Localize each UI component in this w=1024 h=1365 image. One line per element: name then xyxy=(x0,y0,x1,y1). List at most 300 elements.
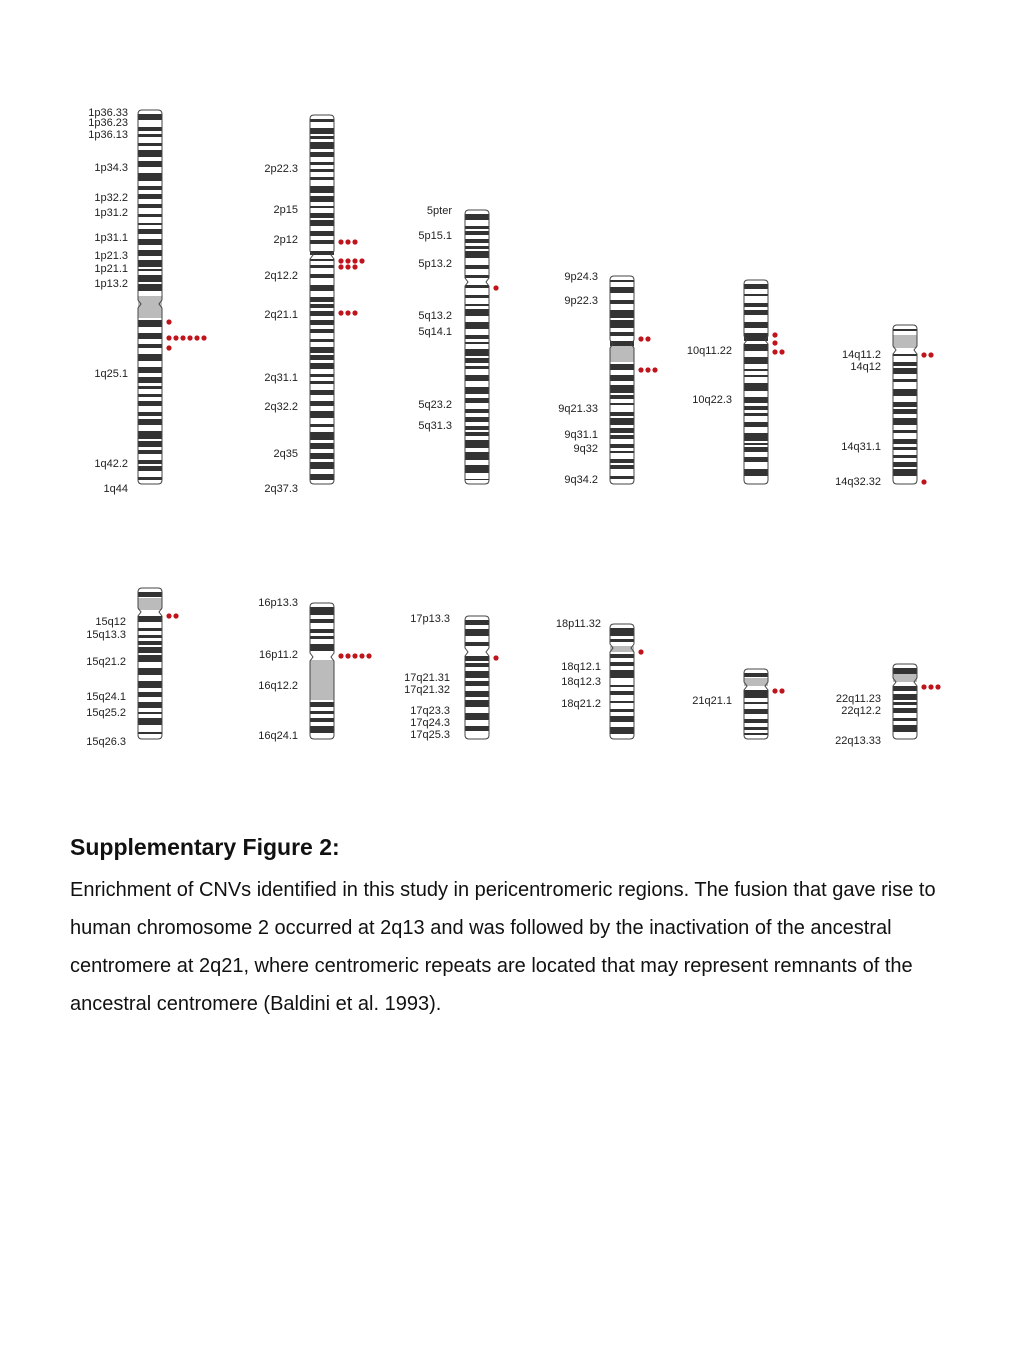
chromosome-band xyxy=(310,162,334,165)
band-label: 1p34.3 xyxy=(94,162,128,174)
chromosome-band xyxy=(610,435,634,439)
cnv-dot xyxy=(166,613,171,618)
band-label: 5p13.2 xyxy=(418,258,452,270)
chromosome-band xyxy=(465,342,489,344)
chromosome-band xyxy=(138,134,162,137)
chromosome-band xyxy=(310,265,334,268)
band-label: 17q24.3 xyxy=(410,717,450,729)
band-label: 9q32 xyxy=(573,443,598,455)
cnv-dot xyxy=(935,684,940,689)
chromosome-band xyxy=(610,385,634,393)
cnv-dot xyxy=(352,258,357,263)
chromosome-band xyxy=(310,119,334,122)
chromosome-band xyxy=(465,681,489,686)
chromosome-band xyxy=(310,320,334,325)
chromosome-band xyxy=(465,726,489,731)
chromosome-band xyxy=(744,303,768,307)
cnv-dot xyxy=(173,613,178,618)
cnv-dot xyxy=(366,653,371,658)
cnv-dot xyxy=(359,653,364,658)
band-label: 1q25.1 xyxy=(94,368,128,380)
chromosome-band xyxy=(138,628,162,631)
band-label: 22q13.33 xyxy=(835,735,881,747)
chromosome-band xyxy=(465,251,489,258)
chromosome-band xyxy=(138,127,162,131)
band-label: 17q21.32 xyxy=(404,684,450,696)
chromosome-band xyxy=(465,642,489,646)
cnv-dot xyxy=(166,345,171,350)
caption-title: Supplementary Figure 2: xyxy=(70,834,340,860)
chromosome-band xyxy=(610,320,634,328)
chromosome-band xyxy=(744,357,768,364)
heterochromatin-block xyxy=(893,674,917,682)
chromosome-band xyxy=(310,443,334,449)
chromosome-band xyxy=(610,412,634,416)
band-label: 2q37.3 xyxy=(264,483,298,495)
chromosome-band xyxy=(610,662,634,666)
chromosome-chr21 xyxy=(692,669,784,739)
cnv-dot xyxy=(173,335,178,340)
band-label: 16q12.2 xyxy=(258,680,298,692)
chromosome-band xyxy=(138,229,162,234)
chromosome-band xyxy=(465,285,489,288)
chromosome-band xyxy=(465,620,489,625)
chromosome-chr22 xyxy=(835,664,940,747)
chromosome-band xyxy=(893,447,917,450)
chromosome-band xyxy=(610,685,634,687)
chromosome-band xyxy=(310,355,334,360)
band-label: 22q11.23 xyxy=(835,693,881,705)
chromosome-band xyxy=(310,297,334,302)
chromosome-band xyxy=(893,379,917,382)
cnv-dot xyxy=(345,258,350,263)
chromosome-band xyxy=(610,300,634,304)
chromosome-band xyxy=(465,214,489,220)
chromosome-band xyxy=(138,204,162,208)
band-label: 9p24.3 xyxy=(564,271,598,283)
cnv-dot xyxy=(187,335,192,340)
chromosome-band xyxy=(465,375,489,381)
chromosome-band xyxy=(465,417,489,422)
chromosome-chr17 xyxy=(404,613,498,741)
band-label: 1p32.2 xyxy=(94,192,128,204)
chromosome-band xyxy=(465,398,489,403)
chromosome-band xyxy=(310,432,334,440)
chromosome-outline xyxy=(138,588,162,739)
chromosome-band xyxy=(138,419,162,425)
chromosome-band xyxy=(465,479,489,480)
chromosome-band xyxy=(310,381,334,384)
cnv-dot xyxy=(921,684,926,689)
cnv-dot xyxy=(645,336,650,341)
chromosome-band xyxy=(893,329,917,331)
chromosome-band xyxy=(744,709,768,714)
band-label: 1q42.2 xyxy=(94,458,128,470)
chromosome-band xyxy=(138,635,162,638)
chromosome-band xyxy=(610,287,634,293)
chromosome-band xyxy=(893,462,917,467)
chromosome-band xyxy=(138,450,162,454)
chromosome-band xyxy=(610,459,634,463)
chromosome-band xyxy=(465,440,489,448)
chromosome-band xyxy=(744,719,768,723)
chromosome-band xyxy=(744,702,768,704)
band-label: 1p31.1 xyxy=(94,232,128,244)
chromosome-chr5 xyxy=(418,205,498,484)
chromosome-chr15 xyxy=(86,588,178,748)
cnv-dot xyxy=(359,258,364,263)
band-label: 16p11.2 xyxy=(259,649,298,661)
chromosome-band xyxy=(310,186,334,193)
chromosome-band xyxy=(744,294,768,296)
chromosome-band xyxy=(138,592,162,597)
chromosome-band xyxy=(610,476,634,479)
chromosome-band xyxy=(310,177,334,180)
chromosome-band xyxy=(138,668,162,675)
chromosome-band xyxy=(465,656,489,661)
chromosome-band xyxy=(138,173,162,181)
chromosome-band xyxy=(465,322,489,329)
chromosome-band xyxy=(610,280,634,282)
chromosome-band xyxy=(310,339,334,342)
chromosome-band xyxy=(465,452,489,460)
chromosome-band xyxy=(893,469,917,476)
chromosome-band xyxy=(744,397,768,403)
chromosome-chr16 xyxy=(258,597,371,742)
band-label: 18q21.2 xyxy=(561,698,601,710)
chromosome-band xyxy=(310,347,334,353)
band-label: 1p31.2 xyxy=(94,207,128,219)
band-label: 2q21.1 xyxy=(264,309,298,321)
chromosome-band xyxy=(138,320,162,327)
chromosome-band xyxy=(465,358,489,363)
chromosome-band xyxy=(465,246,489,249)
chromosome-band xyxy=(465,366,489,369)
cnv-dot xyxy=(180,335,185,340)
chromosome-band xyxy=(465,713,489,720)
chromosome-band xyxy=(310,702,334,707)
band-label: 5q31.3 xyxy=(418,420,452,432)
chromosome-band xyxy=(310,374,334,377)
chromosome-band xyxy=(310,718,334,722)
chromosome-band xyxy=(744,369,768,371)
chromosome-band xyxy=(310,231,334,236)
caption-body: Enrichment of CNVs identified in this study in pericentromeric regions. The fusion that gave rise to human chromosome 2 occurred at 2q13 and was followed by the inactivation of the ancestral centromere at 2q21, where centromeric repeats are located that may represent remnants of the ancestral centromere (Baldini et al. 1993). xyxy=(70,879,936,1015)
chromosome-band xyxy=(310,196,334,202)
chromosome-band xyxy=(138,223,162,225)
cnv-dot xyxy=(338,239,343,244)
chromosome-band xyxy=(138,114,162,120)
chromosome-band xyxy=(610,701,634,703)
chromosome-band xyxy=(744,690,768,698)
band-label: 16q24.1 xyxy=(258,730,298,742)
chromosome-band xyxy=(893,368,917,374)
chromosome-band xyxy=(138,214,162,217)
chromosome-band xyxy=(138,460,162,464)
chromosome-chr1 xyxy=(88,107,206,495)
chromosome-band xyxy=(465,265,489,269)
cnv-dot xyxy=(345,310,350,315)
chromosome-band xyxy=(465,335,489,339)
cnv-dot xyxy=(493,655,498,660)
band-label: 15q13.3 xyxy=(86,629,126,641)
chromosome-band xyxy=(138,702,162,708)
chromosome-band xyxy=(310,636,334,639)
chromosome-band xyxy=(310,220,334,226)
band-label: 1p21.1 xyxy=(94,263,128,275)
cnv-dot xyxy=(201,335,206,340)
chromosome-band xyxy=(744,322,768,328)
chromosome-chr14 xyxy=(835,325,933,488)
chromosome-band xyxy=(893,694,917,700)
band-label: 1p36.23 xyxy=(88,117,128,129)
band-label: 9p22.3 xyxy=(564,295,598,307)
cnv-dot xyxy=(338,264,343,269)
chromosome-band xyxy=(310,128,334,134)
chromosome-band xyxy=(138,161,162,167)
chromosome-band xyxy=(138,239,162,245)
band-label: 9q31.1 xyxy=(564,429,598,441)
band-label: 15q21.2 xyxy=(86,656,126,668)
cnv-dot xyxy=(338,310,343,315)
chromosome-band xyxy=(610,444,634,448)
cnv-dot xyxy=(928,352,933,357)
chromosome-band xyxy=(465,691,489,697)
chromosome-band xyxy=(138,441,162,447)
chromosome-band xyxy=(310,169,334,172)
cnv-dot xyxy=(921,352,926,357)
chromosome-chr18 xyxy=(556,618,644,739)
chromosome-band xyxy=(744,447,768,452)
chromosome-band xyxy=(893,389,917,396)
band-label: 2q32.2 xyxy=(264,401,298,413)
chromosome-band xyxy=(893,686,917,691)
chromosome-band xyxy=(138,718,162,725)
cnv-dot xyxy=(779,349,784,354)
chromosome-band xyxy=(310,424,334,427)
cnv-dot xyxy=(493,285,498,290)
cnv-dot xyxy=(779,688,784,693)
band-label: 2p12 xyxy=(273,234,298,246)
cnv-dot xyxy=(638,336,643,341)
chromosome-band xyxy=(138,412,162,416)
chromosome-band xyxy=(310,474,334,480)
chromosome-band xyxy=(465,629,489,636)
band-label: 14q11.2 xyxy=(842,349,881,361)
chromosome-band xyxy=(744,375,768,377)
heterochromatin-block xyxy=(893,335,917,348)
band-label: 18q12.1 xyxy=(561,661,601,673)
chromosome-band xyxy=(310,251,334,255)
chromosome-band xyxy=(465,231,489,235)
cnv-dot xyxy=(921,479,926,484)
band-label: 1p13.2 xyxy=(94,278,128,290)
chromosome-band xyxy=(465,304,489,306)
cnv-dot xyxy=(345,653,350,658)
chromosome-band xyxy=(138,394,162,397)
chromosome-band xyxy=(610,428,634,433)
chromosome-band xyxy=(893,702,917,705)
cnv-dot xyxy=(352,653,357,658)
band-label: 18p11.32 xyxy=(555,618,601,630)
chromosome-chr9 xyxy=(558,271,657,486)
chromosome-band xyxy=(465,432,489,436)
chromosome-band xyxy=(610,727,634,734)
chromosome-band xyxy=(610,375,634,381)
chromosome-band xyxy=(465,671,489,678)
cnv-dot xyxy=(338,653,343,658)
band-label: 5q13.2 xyxy=(418,310,452,322)
cnv-dot xyxy=(638,649,643,654)
cnv-dot xyxy=(652,367,657,372)
heterochromatin-block xyxy=(744,678,768,686)
chromosome-band xyxy=(610,310,634,318)
chromosome-band xyxy=(138,477,162,480)
chromosome-band xyxy=(893,354,917,356)
band-label: 14q31.1 xyxy=(841,441,881,453)
chromosome-band xyxy=(610,465,634,469)
chromosome-band xyxy=(744,284,768,289)
chromosome-band xyxy=(138,275,162,282)
chromosome-band xyxy=(465,309,489,316)
chromosome-band xyxy=(465,387,489,394)
band-label: 17q25.3 xyxy=(410,729,450,741)
chromosome-band xyxy=(138,712,162,714)
cnv-dot xyxy=(345,239,350,244)
chromosome-band xyxy=(893,418,917,425)
chromosome-band xyxy=(610,691,634,695)
band-label: 16p13.3 xyxy=(258,597,298,609)
band-label: 9q21.33 xyxy=(558,403,598,415)
cnv-dot xyxy=(345,264,350,269)
chromosome-band xyxy=(465,409,489,413)
chromosome-band xyxy=(744,673,768,677)
chromosome-band xyxy=(465,700,489,707)
cnv-dot xyxy=(352,310,357,315)
band-label: 15q12 xyxy=(95,616,126,628)
chromosome-band xyxy=(310,304,334,308)
band-label: 2p15 xyxy=(273,204,298,216)
band-label: 15q26.3 xyxy=(86,736,126,748)
chromosome-band xyxy=(744,733,768,735)
chromosome-band xyxy=(138,260,162,267)
band-label: 22q12.2 xyxy=(841,705,881,717)
chromosome-band xyxy=(465,349,489,356)
chromosome-band xyxy=(310,142,334,149)
chromosome-band xyxy=(138,333,162,339)
chromosome-band xyxy=(893,362,917,366)
chromosome-band xyxy=(310,462,334,469)
chromosome-band xyxy=(610,709,634,712)
chromosome-band xyxy=(610,451,634,453)
chromosome-band xyxy=(744,406,768,410)
chromosome-band xyxy=(610,654,634,658)
chromosome-band xyxy=(465,465,489,473)
chromosome-band xyxy=(310,453,334,459)
chromosome-band xyxy=(310,213,334,218)
cnv-dot xyxy=(194,335,199,340)
chromosome-band xyxy=(138,354,162,361)
band-label: 5q23.2 xyxy=(418,399,452,411)
chromosome-band xyxy=(310,619,334,623)
chromosome-band xyxy=(744,333,768,341)
chromosome-band xyxy=(310,136,334,139)
chromosome-band xyxy=(310,726,334,733)
band-label: 5p15.1 xyxy=(418,230,452,242)
band-label: 18q12.3 xyxy=(561,676,601,688)
chromosome-band xyxy=(893,718,917,721)
chromosome-band xyxy=(310,152,334,157)
heterochromatin-block xyxy=(610,646,634,652)
chromosome-band xyxy=(310,240,334,244)
chromosome-band xyxy=(465,239,489,243)
cnv-dot xyxy=(928,684,933,689)
heterochromatin-block xyxy=(138,296,162,318)
chromosome-band xyxy=(138,692,162,697)
cnv-dot xyxy=(772,349,777,354)
chromosome-band xyxy=(893,402,917,407)
chromosome-band xyxy=(138,431,162,439)
chromosome-band xyxy=(610,628,634,636)
chromosome-band xyxy=(310,363,334,369)
chromosome-band xyxy=(744,413,768,416)
chromosome-band xyxy=(138,186,162,190)
chromosome-band xyxy=(610,639,634,642)
chromosome-band xyxy=(138,143,162,146)
chromosome-band xyxy=(610,364,634,370)
band-label: 1q44 xyxy=(103,483,128,495)
chromosome-band xyxy=(465,426,489,430)
band-label: 15q25.2 xyxy=(86,707,126,719)
chromosome-band xyxy=(610,418,634,425)
chromosome-band xyxy=(138,194,162,199)
band-label: 17q21.31 xyxy=(404,672,450,684)
chromosome-band xyxy=(744,433,768,441)
band-label: 1p36.13 xyxy=(88,129,128,141)
chromosome-band xyxy=(138,401,162,406)
chromosome-band xyxy=(310,607,334,615)
band-label: 5q14.1 xyxy=(418,326,452,338)
chromosome-band xyxy=(138,367,162,373)
chromosome-band xyxy=(138,647,162,653)
chromosome-band xyxy=(744,383,768,391)
chromosome-band xyxy=(310,711,334,714)
chromosome-band xyxy=(893,455,917,458)
cnv-dot xyxy=(772,340,777,345)
cnv-dot xyxy=(638,367,643,372)
chromosome-band xyxy=(138,616,162,622)
chromosome-band xyxy=(138,344,162,348)
chromosome-band xyxy=(310,311,334,316)
chromosome-band xyxy=(310,206,334,208)
cnv-dot xyxy=(645,367,650,372)
band-label: 5pter xyxy=(426,205,452,217)
chromosome-band xyxy=(893,668,917,675)
chromosome-band xyxy=(610,403,634,405)
chromosome-band xyxy=(310,644,334,651)
chromosome-band xyxy=(310,629,334,633)
band-label: 21q21.1 xyxy=(692,695,732,707)
chromosome-band xyxy=(138,386,162,389)
chromosome-band xyxy=(465,226,489,229)
band-label: 1p36.33 xyxy=(88,107,128,119)
chromosome-band xyxy=(744,310,768,315)
chromosome-band xyxy=(138,250,162,256)
band-label: 14q12 xyxy=(850,361,881,373)
chromosome-band xyxy=(138,377,162,383)
chromosome-band xyxy=(465,275,489,278)
band-label: 2q12.2 xyxy=(264,270,298,282)
